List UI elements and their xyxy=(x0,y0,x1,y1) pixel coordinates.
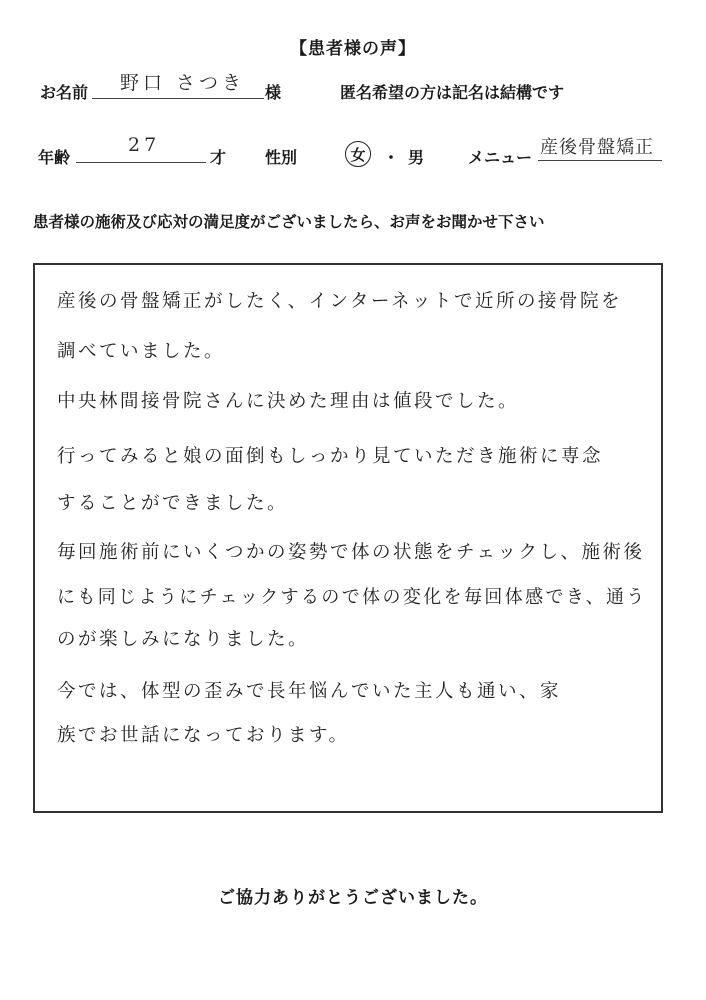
comment-line: することができました。 xyxy=(57,493,289,514)
satisfaction-prompt: 患者様の施術及び応対の満足度がございましたら、お声をお聞かせ下さい xyxy=(33,213,545,231)
age-label: 年齢 xyxy=(38,148,71,167)
name-value: 野口 さつき xyxy=(120,72,246,94)
comment-line: 産後の骨盤矯正がしたく、インターネットで近所の接骨院を xyxy=(57,291,622,312)
comment-box xyxy=(33,263,663,813)
menu-underline xyxy=(538,160,662,161)
comment-line: 行ってみると娘の面倒もしっかり見ていただき施術に専念 xyxy=(57,446,604,467)
age-underline xyxy=(76,162,206,163)
comment-line: 今では、体型の歪みで長年悩んでいた主人も通い、家 xyxy=(57,681,562,702)
menu-label: メニュー xyxy=(468,148,533,167)
name-label: お名前 xyxy=(40,83,89,102)
comment-line: 毎回施術前にいくつかの姿勢で体の状態をチェックし、施術後 xyxy=(57,542,645,563)
age-value: 27 xyxy=(128,134,161,156)
gender-female: 女 xyxy=(350,145,366,164)
name-suffix: 様 xyxy=(265,83,282,102)
comment-line: にも同じようにチェックするので体の変化を毎回体感でき、通う xyxy=(57,587,647,608)
name-underline xyxy=(92,98,264,99)
gender-separator: ・ xyxy=(383,148,400,167)
anonymous-note: 匿名希望の方は記名は結構です xyxy=(340,83,565,102)
thanks-message: ご協力ありがとうございました。 xyxy=(218,888,488,908)
comment-line: のが楽しみになりました。 xyxy=(57,629,310,650)
form-title: 【患者様の声】 xyxy=(290,39,416,59)
gender-female-circled xyxy=(345,141,371,167)
gender-male: 男 xyxy=(408,148,425,167)
menu-value: 産後骨盤矯正 xyxy=(540,137,654,158)
comment-line: 族でお世話になっております。 xyxy=(57,725,350,746)
age-suffix: 才 xyxy=(210,148,227,167)
comment-line: 調べていました。 xyxy=(57,341,226,362)
comment-line: 中央林間接骨院さんに決めた理由は値段でした。 xyxy=(57,391,520,412)
gender-label: 性別 xyxy=(265,148,298,167)
